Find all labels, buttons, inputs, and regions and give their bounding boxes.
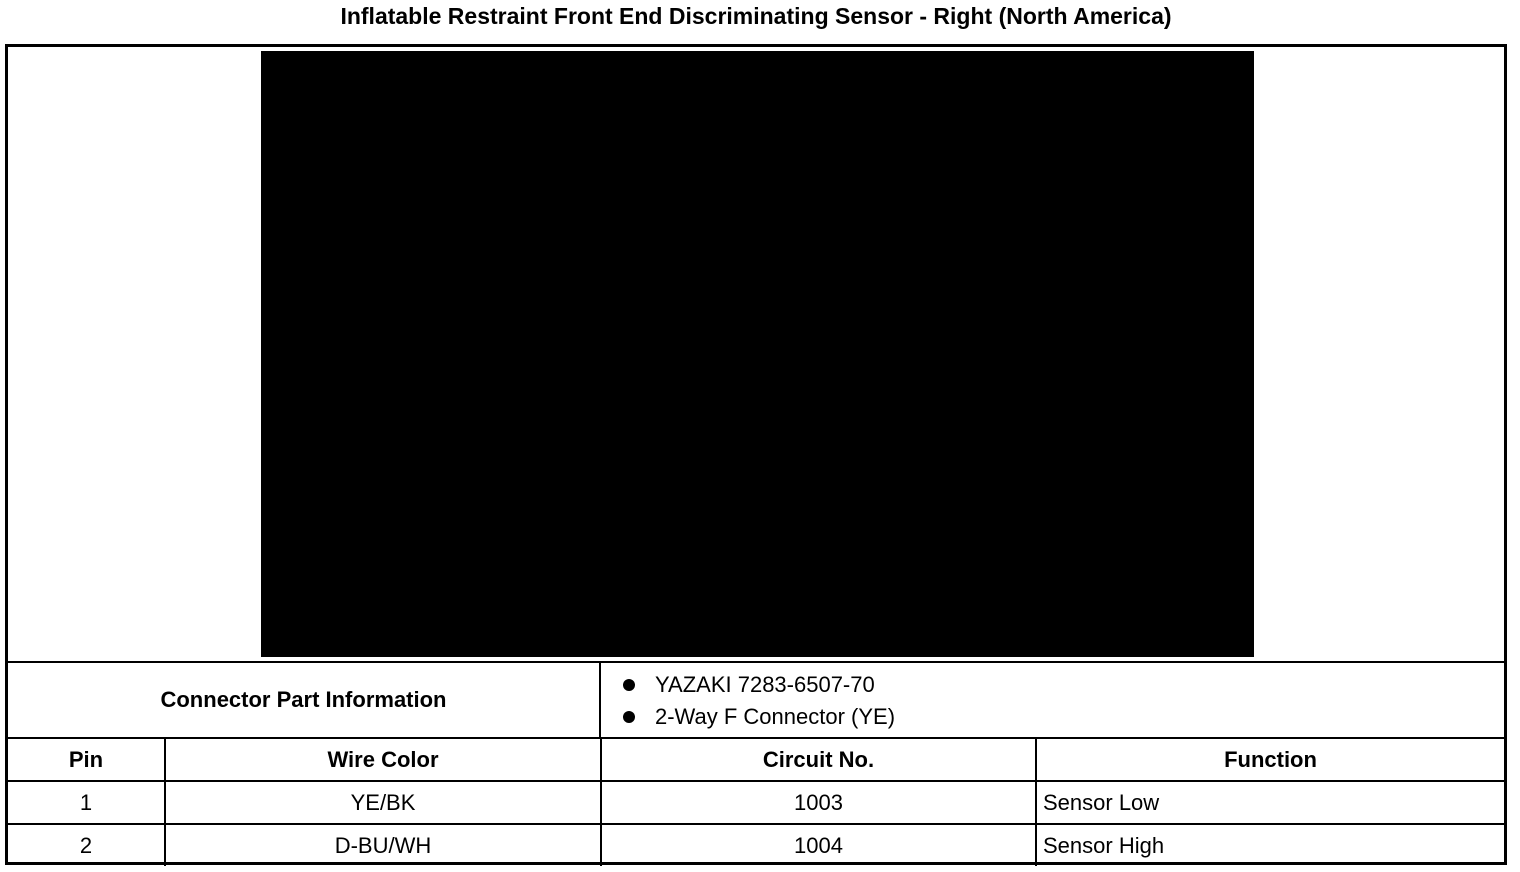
connector-document-frame [5,44,1507,865]
cell-circuit-no: 1004 [601,824,1036,866]
header-wire-color: Wire Color [165,739,601,781]
table-row [8,781,1504,824]
connector-part-info-row [8,663,1504,739]
bullet-icon [623,679,635,691]
cell-circuit-no: 1003 [601,781,1036,824]
cell-wire-color: D-BU/WH [165,824,601,866]
connector-part-info-list [601,663,1504,737]
page-title: Inflatable Restraint Front End Discriminating Sensor - Right (North America) [340,3,1172,29]
pin-table-header-row [8,739,1504,781]
part-info-item-text: YAZAKI 7283-6507-70 [655,672,875,697]
connector-image [261,51,1254,657]
cell-pin: 2 [8,824,165,866]
cell-function: Sensor High [1036,824,1504,866]
pin-table [8,739,1504,866]
connector-image-area [8,47,1504,663]
part-info-item-text: 2-Way F Connector (YE) [655,704,896,729]
table-row [8,824,1504,866]
header-pin: Pin [8,739,165,781]
bullet-icon [623,711,635,723]
connector-part-info-label: Connector Part Information [8,663,601,737]
part-info-item [623,669,1504,701]
header-circuit-no: Circuit No. [601,739,1036,781]
header-function: Function [1036,739,1504,781]
cell-pin: 1 [8,781,165,824]
cell-function: Sensor Low [1036,781,1504,824]
cell-wire-color: YE/BK [165,781,601,824]
part-info-item [623,701,1504,733]
